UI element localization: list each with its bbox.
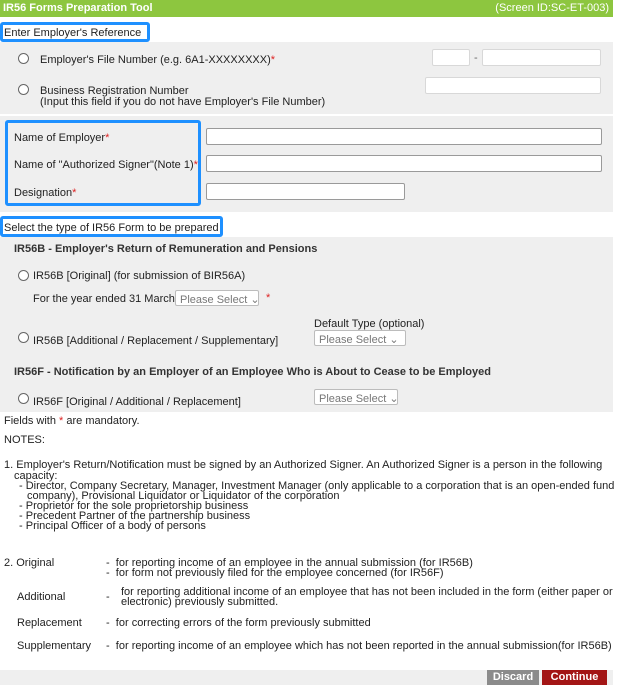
additional-term: Additional bbox=[17, 591, 66, 603]
capacity-item: company), Provisional Liquidator or Liquidator of the corporation bbox=[27, 490, 340, 502]
file-number-prefix-input[interactable] bbox=[432, 49, 470, 66]
year-ended-select[interactable]: Please Select ⌄ bbox=[175, 290, 259, 306]
file-number-separator: - bbox=[474, 52, 478, 64]
employer-reference-heading: Enter Employer's Reference bbox=[4, 27, 142, 39]
additional-def-2: electronic) previously submitted. bbox=[121, 596, 279, 608]
file-number-radio[interactable] bbox=[18, 53, 29, 64]
capacity-item: - Precedent Partner of the partnership business bbox=[19, 510, 251, 522]
chevron-down-icon: ⌄ bbox=[389, 393, 399, 405]
original-def-1: - for reporting income of an employee in the annual submission (for IR56B) bbox=[106, 557, 473, 569]
additional-def-1: for reporting additional income of an employee that has not been included in the form (either paper or bbox=[121, 586, 613, 598]
ir56b-heading: IR56B - Employer's Return of Remuneration and Pensions bbox=[14, 243, 318, 255]
discard-button[interactable]: Discard bbox=[487, 670, 539, 685]
file-number-input[interactable] bbox=[482, 49, 601, 66]
brn-label: Business Registration Number bbox=[40, 85, 189, 97]
ir56f-label: IR56F [Original / Additional / Replacement] bbox=[33, 396, 241, 408]
chevron-down-icon: ⌄ bbox=[389, 334, 399, 346]
title-bar bbox=[0, 0, 613, 17]
brn-input[interactable] bbox=[425, 77, 601, 94]
authorized-signer-label: Name of "Authorized Signer"(Note 1)* bbox=[14, 159, 198, 171]
ir56b-additional-radio[interactable] bbox=[18, 332, 29, 343]
form-type-panel bbox=[0, 237, 613, 412]
employer-name-label: Name of Employer* bbox=[14, 132, 110, 144]
additional-dash: - bbox=[106, 591, 110, 603]
mandatory-note: Fields with * are mandatory. bbox=[4, 415, 140, 427]
notes-heading: NOTES: bbox=[4, 434, 45, 446]
ir56b-original-radio[interactable] bbox=[18, 270, 29, 281]
capacity-item: - Principal Officer of a body of persons bbox=[19, 520, 206, 532]
employer-name-input[interactable] bbox=[206, 128, 602, 145]
note1-line1: 1. Employer's Return/Notification must be signed by an Authorized Signer. An Authorized Signer is a person in the following bbox=[4, 459, 603, 471]
year-ended-label: For the year ended 31 March bbox=[33, 293, 175, 305]
ir56f-select[interactable]: Please Select ⌄ bbox=[314, 389, 398, 405]
screen-id: (Screen ID:SC-ET-003) bbox=[495, 2, 609, 14]
designation-input[interactable] bbox=[206, 183, 405, 200]
replacement-def: - for correcting errors of the form previously submitted bbox=[106, 617, 371, 629]
note2-term-original: 2. Original bbox=[4, 557, 55, 569]
brn-radio[interactable] bbox=[18, 84, 29, 95]
ir56f-radio[interactable] bbox=[18, 393, 29, 404]
ir56b-additional-label: IR56B [Additional / Replacement / Supplementary] bbox=[33, 335, 279, 347]
original-def-2: - for form not previously filed for the employee concerned (for IR56F) bbox=[106, 567, 444, 579]
ir56f-heading: IR56F - Notification by an Employer of an Employee Who is About to Cease to be Employed bbox=[14, 366, 491, 378]
continue-button[interactable]: Continue bbox=[542, 670, 607, 685]
replacement-term: Replacement bbox=[17, 617, 82, 629]
brn-hint: (Input this field if you do not have Employer's File Number) bbox=[40, 96, 326, 108]
default-type-select[interactable]: Please Select ⌄ bbox=[314, 330, 406, 346]
app-title: IR56 Forms Preparation Tool bbox=[3, 2, 153, 14]
capacity-item: - Proprietor for the sole proprietorship business bbox=[19, 500, 249, 512]
supplementary-def: - for reporting income of an employee which has not been reported in the annual submission(for IR56B) bbox=[106, 640, 612, 652]
authorized-signer-input[interactable] bbox=[206, 155, 602, 172]
ir56b-original-label: IR56B [Original] (for submission of BIR56A) bbox=[33, 270, 246, 282]
designation-label: Designation* bbox=[14, 187, 77, 199]
supplementary-term: Supplementary bbox=[17, 640, 91, 652]
chevron-down-icon: ⌄ bbox=[250, 294, 260, 306]
note1-line2: capacity: bbox=[14, 470, 58, 482]
file-number-label: Employer's File Number (e.g. 6A1-XXXXXXXX)* bbox=[40, 54, 276, 66]
form-type-heading: Select the type of IR56 Form to be prepared bbox=[4, 222, 219, 234]
capacity-item: - Director, Company Secretary, Manager, Investment Manager (only applicable to a corporation that is an open-ended fund bbox=[19, 480, 615, 492]
default-type-label: Default Type (optional) bbox=[314, 318, 425, 330]
year-required-mark: * bbox=[266, 292, 271, 304]
